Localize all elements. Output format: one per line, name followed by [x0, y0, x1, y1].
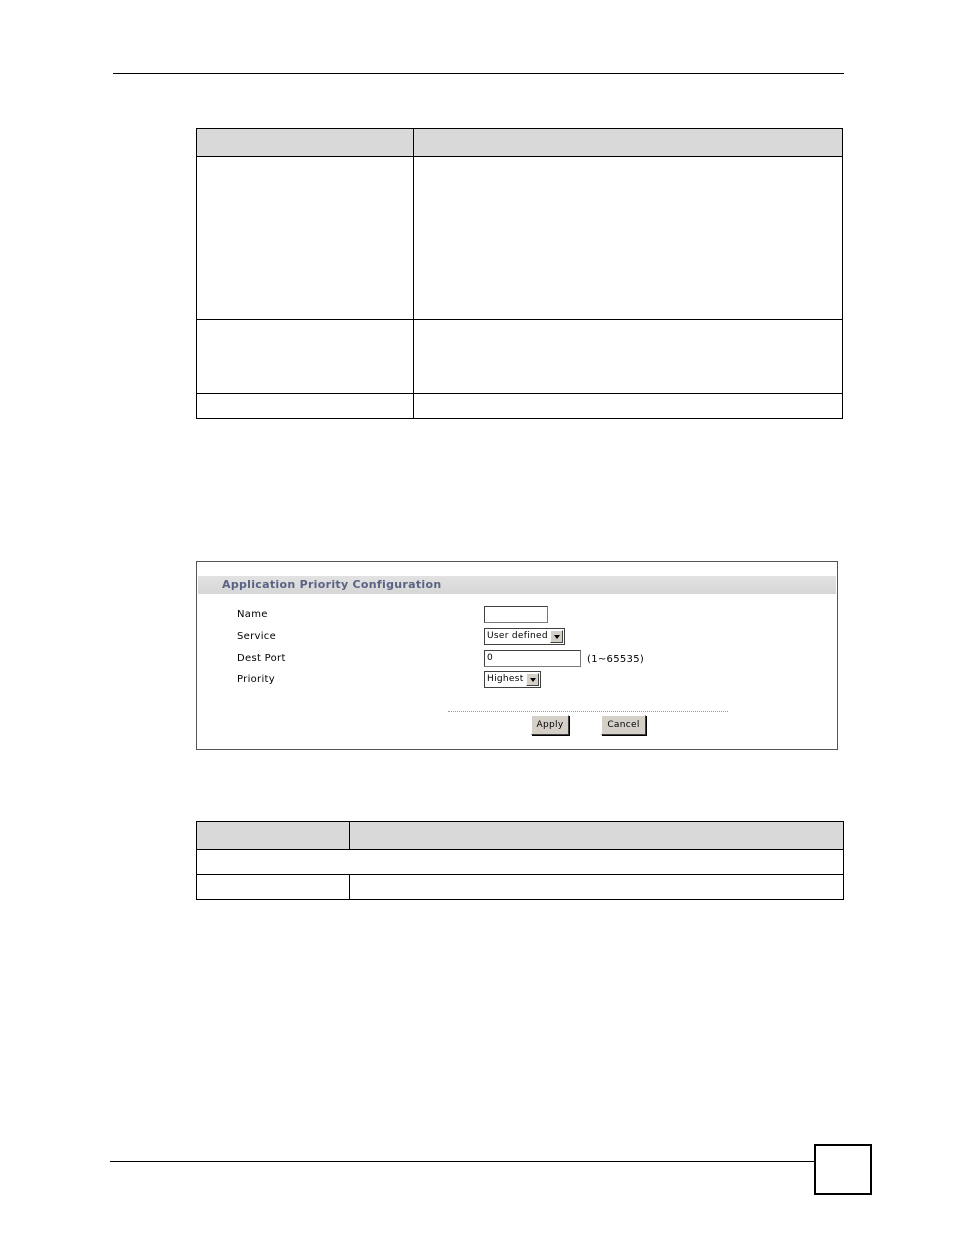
table-cell — [197, 157, 414, 320]
table-cell — [197, 875, 350, 900]
priority-select[interactable] — [484, 671, 541, 688]
table-cell — [414, 394, 843, 419]
priority-label: Priority — [237, 674, 275, 685]
table-header-cell — [414, 129, 843, 157]
chevron-down-icon[interactable] — [526, 673, 539, 686]
application-priority-screenshot — [196, 561, 838, 750]
footer-rule — [110, 1161, 814, 1162]
field-description-table — [196, 821, 844, 900]
table-cell — [350, 875, 844, 900]
table-row — [197, 157, 843, 320]
table-row — [197, 394, 843, 419]
button-divider — [448, 711, 728, 712]
service-select-value: User defined — [487, 631, 548, 641]
table-header-cell — [197, 822, 350, 850]
header-rule — [113, 73, 844, 74]
page-number-box — [814, 1144, 872, 1195]
priority-select-value: Highest — [487, 674, 524, 684]
table-header-row — [197, 129, 843, 157]
table-cell — [197, 850, 844, 875]
dest-port-range-hint: (1~65535) — [587, 654, 645, 665]
table-cell — [414, 320, 843, 394]
table-cell — [197, 320, 414, 394]
apply-button[interactable]: Apply — [531, 715, 569, 735]
section-header — [198, 576, 836, 594]
name-input[interactable] — [484, 606, 548, 623]
name-label: Name — [237, 609, 268, 620]
table-header-cell — [350, 822, 844, 850]
cancel-button[interactable]: Cancel — [601, 715, 646, 735]
service-label: Service — [237, 631, 277, 642]
table-cell — [197, 394, 414, 419]
chevron-down-icon[interactable] — [550, 630, 563, 643]
table-row — [197, 875, 844, 900]
description-table — [196, 128, 843, 419]
table-row — [197, 850, 844, 875]
dest-port-input[interactable]: 0 — [484, 650, 581, 667]
table-cell — [414, 157, 843, 320]
table-row — [197, 320, 843, 394]
table-header-row — [197, 822, 844, 850]
service-select[interactable] — [484, 628, 565, 645]
section-title: Application Priority Configuration — [222, 578, 442, 591]
table-header-cell — [197, 129, 414, 157]
dest-port-label: Dest Port — [237, 653, 286, 664]
